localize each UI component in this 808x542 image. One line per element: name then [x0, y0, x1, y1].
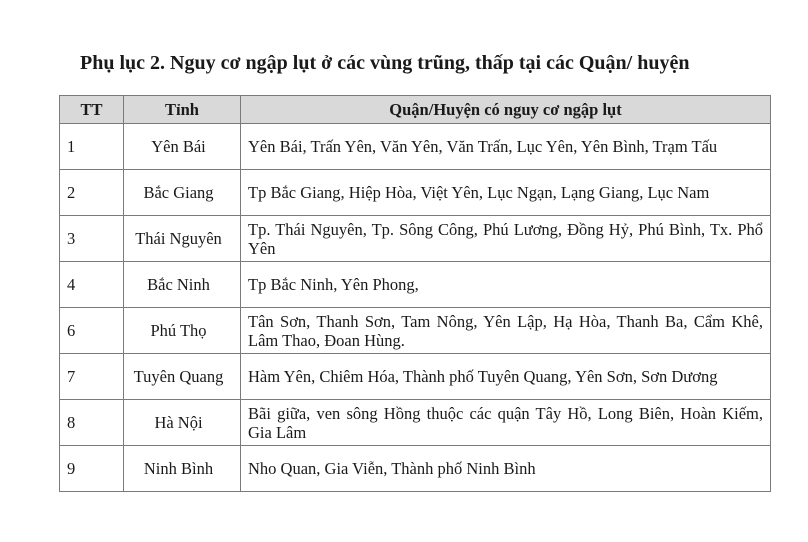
- cell-quan-huyen: Tp Bắc Giang, Hiệp Hòa, Việt Yên, Lục Ngạn, Lạng Giang, Lục Nam: [241, 170, 771, 216]
- cell-tt: 4: [60, 262, 124, 308]
- header-quan-huyen: Quận/Huyện có nguy cơ ngập lụt: [241, 96, 771, 124]
- cell-tinh: Hà Nội: [124, 400, 241, 446]
- cell-tt: 3: [60, 216, 124, 262]
- cell-tt: 8: [60, 400, 124, 446]
- cell-tinh: Thái Nguyên: [124, 216, 241, 262]
- cell-tt: 2: [60, 170, 124, 216]
- cell-quan-huyen: Nho Quan, Gia Viễn, Thành phố Ninh Bình: [241, 446, 771, 492]
- cell-tinh: Tuyên Quang: [124, 354, 241, 400]
- cell-tt: 1: [60, 124, 124, 170]
- cell-quan-huyen: Tp Bắc Ninh, Yên Phong,: [241, 262, 771, 308]
- table-row: [60, 124, 771, 170]
- header-tinh: Tỉnh: [124, 96, 241, 124]
- cell-quan-huyen: Tân Sơn, Thanh Sơn, Tam Nông, Yên Lập, Hạ Hòa, Thanh Ba, Cẩm Khê, Lâm Thao, Đoan Hùng.: [241, 308, 771, 354]
- table-header: [60, 96, 771, 124]
- cell-tinh: Yên Bái: [124, 124, 241, 170]
- table-row: [60, 308, 771, 354]
- cell-tt: 7: [60, 354, 124, 400]
- table-row: [60, 354, 771, 400]
- cell-quan-huyen: Tp. Thái Nguyên, Tp. Sông Công, Phú Lương, Đồng Hỷ, Phú Bình, Tx. Phổ Yên: [241, 216, 771, 262]
- table-row: [60, 170, 771, 216]
- table-row: [60, 446, 771, 492]
- cell-tt: 6: [60, 308, 124, 354]
- cell-tt: 9: [60, 446, 124, 492]
- table-row: [60, 400, 771, 446]
- table-body: [60, 124, 771, 492]
- cell-tinh: Phú Thọ: [124, 308, 241, 354]
- table-row: [60, 262, 771, 308]
- header-tt: TT: [60, 96, 124, 124]
- cell-tinh: Bắc Ninh: [124, 262, 241, 308]
- table-row: [60, 216, 771, 262]
- header-row: [60, 96, 771, 124]
- document-title: Phụ lục 2. Nguy cơ ngập lụt ở các vùng trũng, thấp tại các Quận/ huyện: [80, 52, 690, 74]
- cell-quan-huyen: Hàm Yên, Chiêm Hóa, Thành phố Tuyên Quang, Yên Sơn, Sơn Dương: [241, 354, 771, 400]
- cell-quan-huyen: Bãi giữa, ven sông Hồng thuộc các quận Tây Hồ, Long Biên, Hoàn Kiếm, Gia Lâm: [241, 400, 771, 446]
- cell-tinh: Bắc Giang: [124, 170, 241, 216]
- cell-quan-huyen: Yên Bái, Trấn Yên, Văn Yên, Văn Trấn, Lục Yên, Yên Bình, Trạm Tấu: [241, 124, 771, 170]
- flood-risk-table: [59, 95, 771, 492]
- cell-tinh: Ninh Bình: [124, 446, 241, 492]
